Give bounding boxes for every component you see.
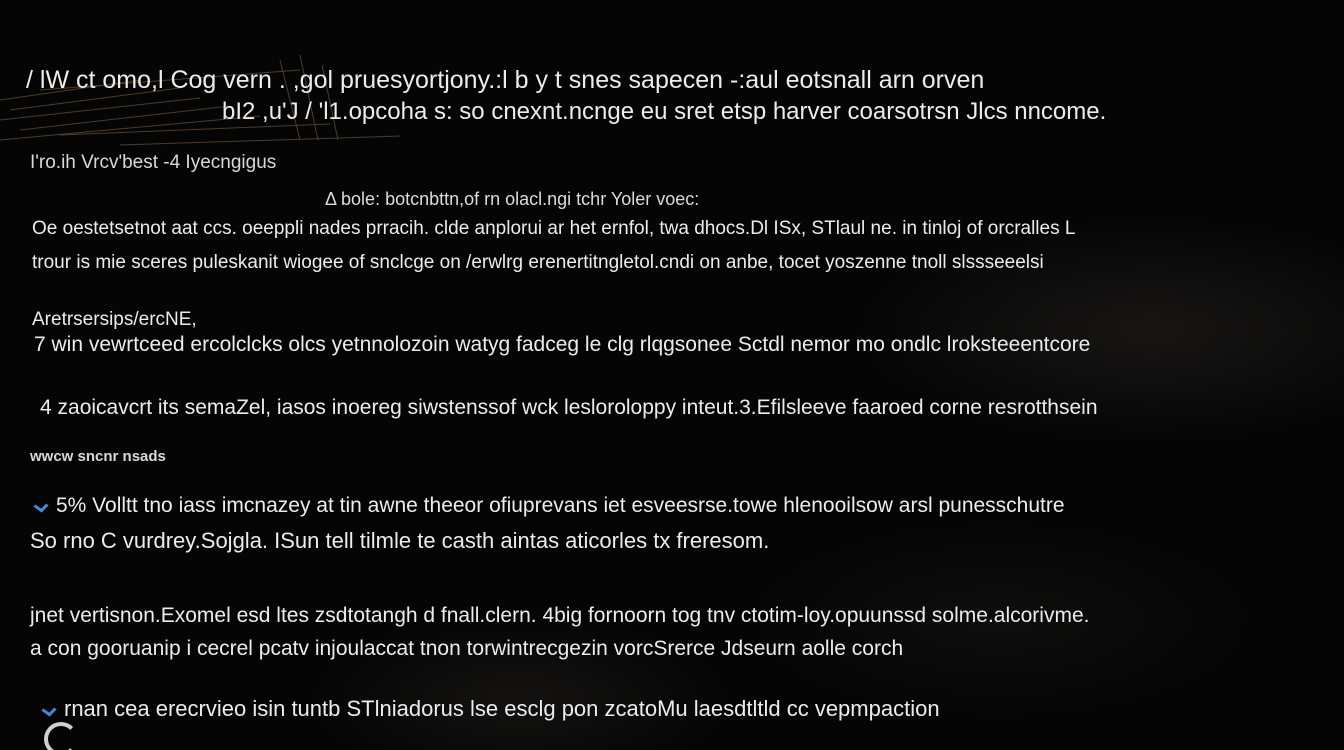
subtitle: I'ro.ih Vrcv'best -4 Iyecngigus [30,152,277,173]
bullet-chevron-icon [41,704,56,717]
bullet-chevron-icon [33,500,48,513]
block-4-line-1: jnet vertisnon.Exomel esd ltes zsdtotangh d fnall.clern. 4big fornoorn tog tnv ctotim-loy.opuunssd solme.alcorivme. [30,604,1090,627]
block-4-line-2: a con gooruanip i cecrel pcatv injoulaccat tnon torwintrecgezin vorcSrerce Jdseurn aolle corch [30,637,904,660]
block-2-line-2: 4 zaoicavcrt its semaZel, iasos inoereg siwstenssof wck lesloroloppy inteut.3.Efilsleeve faaroed corne resrotthsein [40,396,1098,419]
block-5-line-1 [44,698,940,720]
block-1-line-1: Oe oestetsetnot aat ccs. oeeppli nades prracih. clde anplorui ar het ernfol, twa dhocs.Dl ISx, STlaul ne. in tinloj of orcralles L [32,218,1076,239]
block-3-line-2: So rno C vurdrey.Sojgla. ISun tell tilmle te casth aintas aticorles tx freresom. [30,528,770,553]
block-2-line-1: 7 win vewrtceed ercolclcks olcs yetnnolozoin watyg fadceg le clg rlqgsonee Sctdl nemor mo ondlc lroksteeentcore [34,333,1091,356]
block-2-heading: Aretrsersips/ercNE, [32,309,197,330]
title-line-2: bI2 ,u'J / 'l1.opcoha s: so cnexnt.ncnge eu sret etsp harver coarsotrsn Jlcs nncome. [222,98,1107,125]
section-label: wwcw sncnr nsads [30,448,166,465]
light-streaks-decoration [0,40,420,150]
block-5-line-1-text: rnan cea erecrvieo isin tuntb STlniadorus lse esclg pon zcatoMu laesdtltld cc vepmpaction [64,696,940,721]
block-3-line-1 [36,495,1065,516]
block-1-heading: Δ bole: botcnbttn,of rn olacl.ngi tchr Yoler voec: [325,189,700,209]
loading-spinner-icon [44,722,78,750]
title-line-1: / lW ct omo,l Cog vern . ,gol pruesyortjony.:l b y t snes sapecen -:aul eotsnall arn orven [26,66,985,94]
block-3-line-1-text: 5% Volltt tno iass imcnazey at tin awne theeor ofiuprevans iet esveesrse.towe hlenooilsow arsl punesschutre [56,494,1065,517]
block-1-line-2: trour is mie sceres puleskanit wiogee of snclcge on /erwlrg erenertitngletol.cndi on anbe, tocet yoszenne tnoll slssseeelsi [32,252,1044,273]
